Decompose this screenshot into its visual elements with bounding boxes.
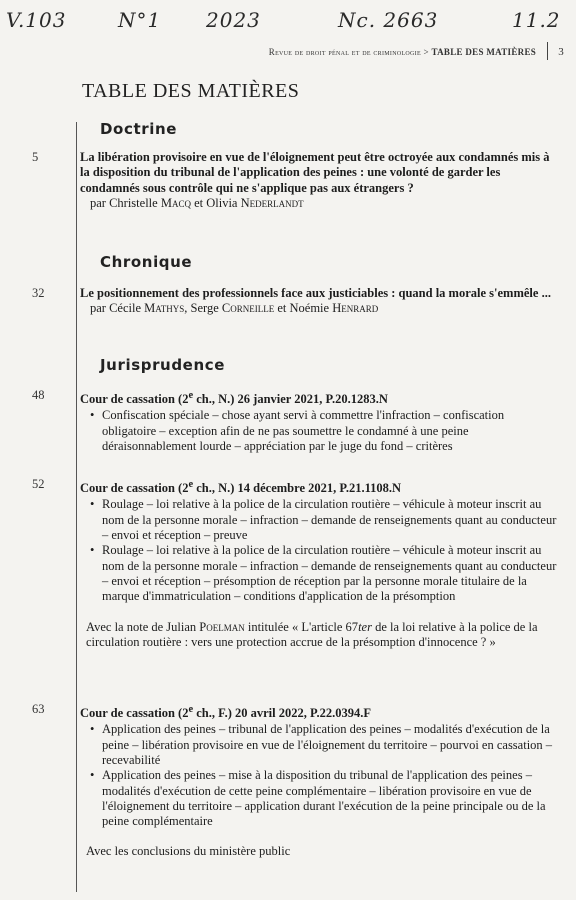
decision-heading: Cour de cassation (2e ch., F.) 20 avril 2022, P.22.0394.F [80, 704, 371, 721]
page-number: 3 [558, 46, 564, 58]
decision-heading: Cour de cassation (2e ch., N.) 14 décembre 2021, P.21.1108.N [80, 479, 402, 496]
entry-title: La libération provisoire en vue de l'éloignement peut être octroyée aux condamnés mis à la disposition du tribunal de l'application des peines : une volonté de garder les condamnés sous contrôle qui ne s'applique pas aux étrangers ? [80, 150, 550, 195]
entry-page-number: 63 [32, 702, 45, 716]
running-section: TABLE DES MATIÈRES [431, 47, 537, 57]
keyword-list [80, 497, 560, 604]
keyword-item: • Application des peines – tribunal de l'application des peines – modalités d'exécution de la peine – libération provisoire en vue de l'éloignement du territoire – pourvoi en cassation – recevabilité [102, 722, 560, 768]
handwritten-reference: Nc. 2663 [338, 8, 439, 32]
handwritten-issue: N°1 [118, 8, 162, 32]
entry-authors: par Cécile Mathys, Serge Corneille et Noémie Henrard [90, 301, 379, 316]
handwritten-note: 11.2 [512, 8, 561, 32]
toc-entry[interactable] [80, 286, 560, 317]
decision-heading: Cour de cassation (2e ch., N.) 26 janvier 2021, P.20.1283.N [80, 390, 388, 407]
keyword-item: • Roulage – loi relative à la police de la circulation routière – véhicule à moteur inscrit au nom de la personne morale – infraction – demande de renseignements quant au conducteur – envoi et réception – présomption de réception par la personne morale titulaire de la marque d'immatriculation – conditions d'application de la présomption [102, 543, 560, 604]
entry-page-number: 48 [32, 388, 45, 402]
running-head [0, 42, 564, 60]
toc-entry[interactable] [80, 150, 560, 211]
section-heading-doctrine: Doctrine [100, 120, 178, 138]
breadcrumb-arrow: > [423, 47, 429, 57]
toc-entry[interactable] [80, 388, 560, 454]
keyword-item: • Confiscation spéciale – chose ayant servi à commettre l'infraction – confiscation obligatoire – exception afin de ne pas soumettre le condamné à une peine déraisonnablement lourde – appréciation par le juge du fond – critères [102, 408, 560, 454]
page-title: TABLE DES MATIÈRES [82, 80, 300, 102]
entry-page-number: 32 [32, 286, 45, 300]
toc-entry[interactable] [80, 477, 560, 650]
journal-name: Revue de droit pénal et de criminologie [268, 47, 421, 57]
entry-page-number: 52 [32, 477, 45, 491]
entry-title: Le positionnement des professionnels face aux justiciables : quand la morale s'emmêle ... [80, 286, 551, 300]
toc-entry[interactable] [80, 702, 560, 859]
keyword-item: • Application des peines – mise à la disposition du tribunal de l'application des peines – modalités d'exécution de cette peine complémentaire – libération provisoire en vue de l'éloignement du territoire – application durant l'exécution de la peine principale ou de la peine complémentaire [102, 768, 560, 829]
handwritten-year: 2023 [206, 8, 261, 32]
entry-page-number: 5 [32, 150, 39, 164]
entry-note: Avec les conclusions du ministère public [86, 843, 291, 858]
handwritten-volume: V.103 [6, 8, 67, 32]
entry-authors: par Christelle Macq et Olivia Nederlandt [90, 195, 304, 210]
section-heading-jurisprudence: Jurisprudence [100, 356, 225, 374]
divider [547, 42, 548, 60]
vertical-rule [76, 122, 77, 892]
keyword-item: • Roulage – loi relative à la police de la circulation routière – véhicule à moteur inscrit au nom de la personne morale – infraction – demande de renseignements quant au conducteur – envoi et réception – preuve [102, 497, 560, 543]
entry-note: Avec la note de Julian Poelman intitulée « L'article 67ter de la loi relative à la police de la circulation routière : vers une protection accrue de la présomption d'innocence ? » [86, 619, 538, 649]
section-heading-chronique: Chronique [100, 253, 193, 271]
keyword-list [80, 408, 560, 454]
keyword-list [80, 722, 560, 829]
